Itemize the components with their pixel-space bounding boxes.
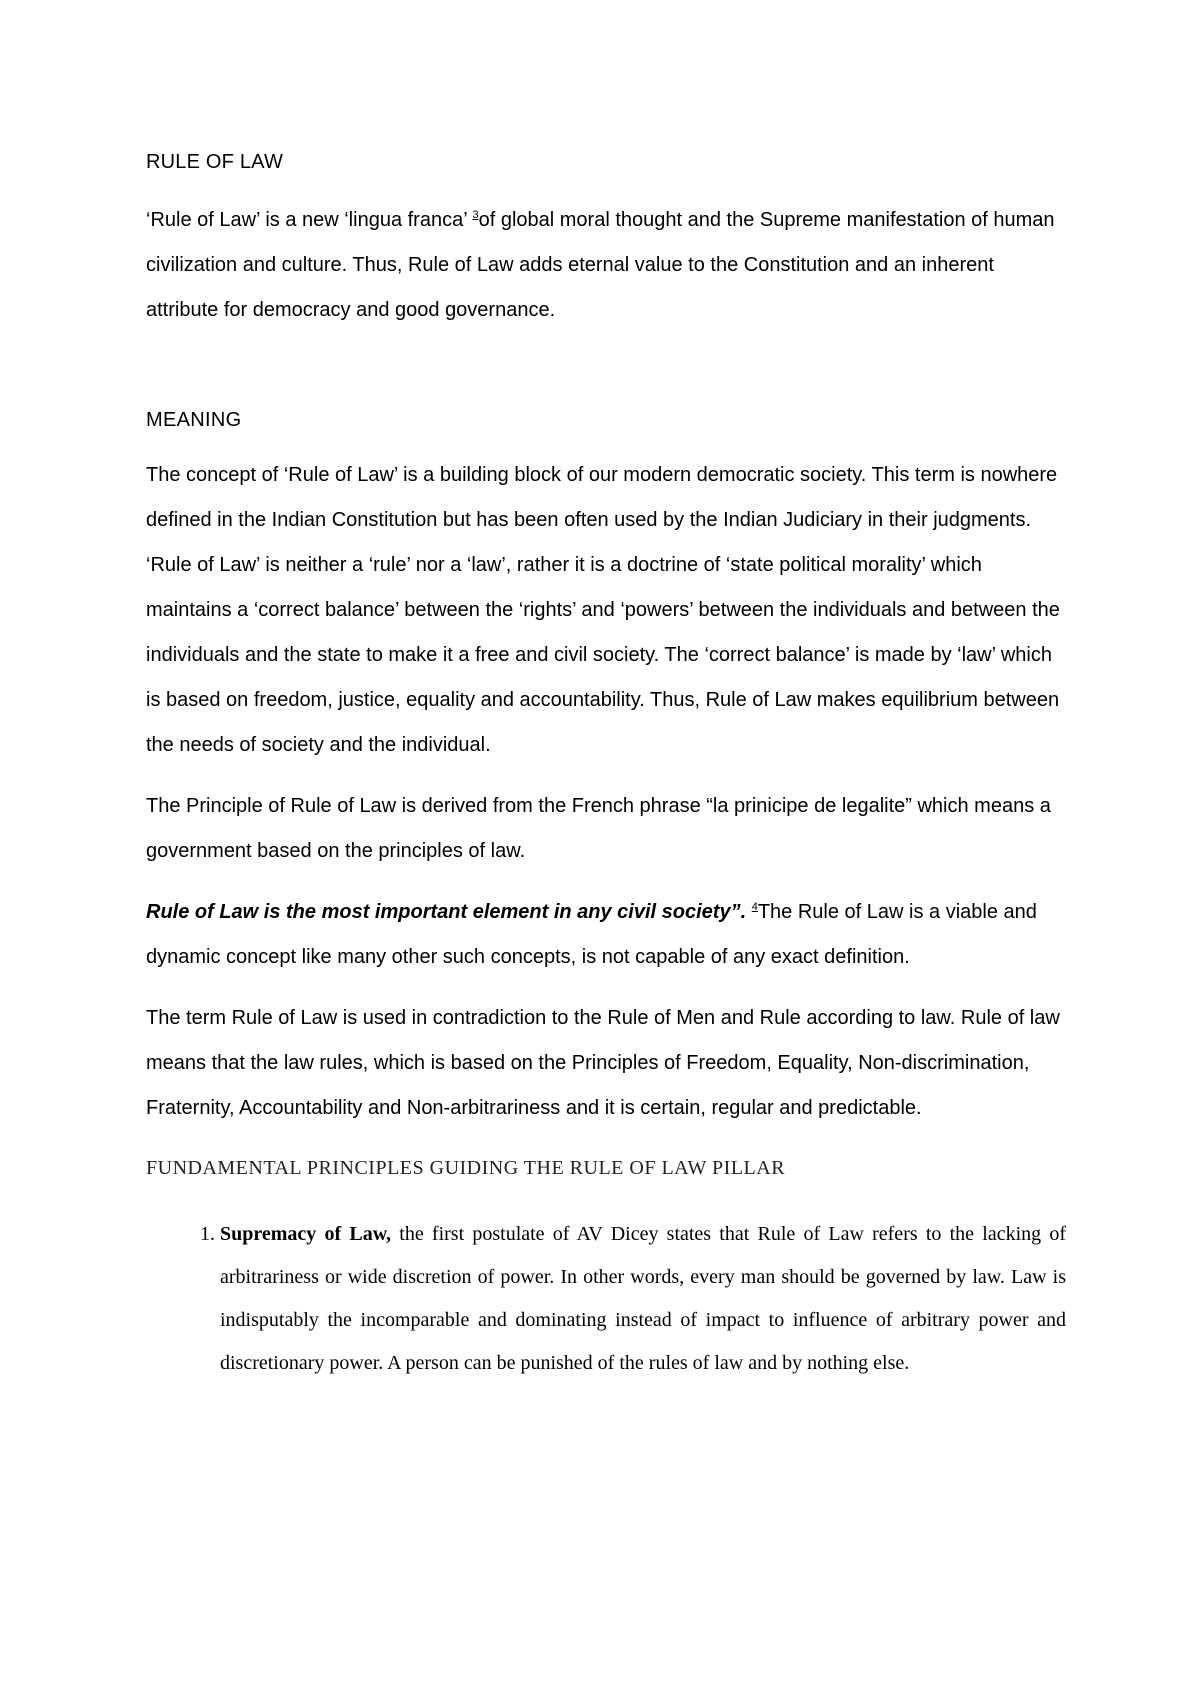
principles-heading: FUNDAMENTAL PRINCIPLES GUIDING THE RULE OF LAW PILLAR <box>146 1157 786 1179</box>
intro-text-start: ‘Rule of Law’ is a new ‘lingua franca’ <box>146 209 473 231</box>
meaning-paragraph-3-text: The Rule of Law is a viable and dynamic concept like many other such concepts, is not capable of any exact definition. <box>146 901 1037 968</box>
document-body <box>146 150 1066 1385</box>
intro-text-end: of global moral thought and the Supreme manifestation of human civilization and culture. Thus, Rule of Law adds eternal value to the Constitution and an inherent attribute for democracy and good governance. <box>146 209 1055 321</box>
meaning-heading: MEANING <box>146 409 242 431</box>
document-title: RULE OF LAW <box>146 151 284 173</box>
meaning-paragraph-4: The term Rule of Law is used in contradiction to the Rule of Men and Rule according to law. Rule of law means that the law rules, which is based on the Principles of Freedom, Equality, Non-discrimination, Fraternity, Accountability and Non-arbitrariness and it is certain, regular and predictable. <box>146 1007 1060 1119</box>
footnote-ref-3[interactable]: 3 <box>472 209 479 221</box>
principles-list <box>146 1213 1066 1385</box>
principle-lead: Supremacy of Law, <box>220 1223 392 1245</box>
list-item <box>220 1213 1066 1385</box>
principle-text: the first postulate of AV Dicey states that Rule of Law refers to the lacking of arbitrariness or wide discretion of power. In other words, every man should be governed by law. Law is indisputably the incomparable and dominating instead of impact to influence of arbitrary power and discretionary power. A person can be punished of the rules of law and by nothing else. <box>220 1223 1066 1374</box>
intro-paragraph <box>146 198 1066 333</box>
footnote-ref-4[interactable]: 4 <box>751 901 758 913</box>
meaning-paragraph-3 <box>146 890 1066 980</box>
meaning-paragraph-1: The concept of ‘Rule of Law’ is a building block of our modern democratic society. This term is nowhere defined in the Indian Constitution but has been often used by the Indian Judiciary in their judgments. ‘Rule of Law’ is neither a ‘rule’ nor a ‘law’, rather it is a doctrine of ‘state political morality’ which maintains a ‘correct balance’ between the ‘rights’ and ‘powers’ between the individuals and between the individuals and the state to make it a free and civil society. The ‘correct balance’ is made by ‘law’ which is based on freedom, justice, equality and accountability. Thus, Rule of Law makes equilibrium between the needs of society and the individual. <box>146 464 1060 756</box>
emphasis-quote: Rule of Law is the most important element in any civil society”. <box>146 901 752 923</box>
meaning-paragraph-2: The Principle of Rule of Law is derived from the French phrase “la prinicipe de legalite” which means a government based on the principles of law. <box>146 795 1051 862</box>
